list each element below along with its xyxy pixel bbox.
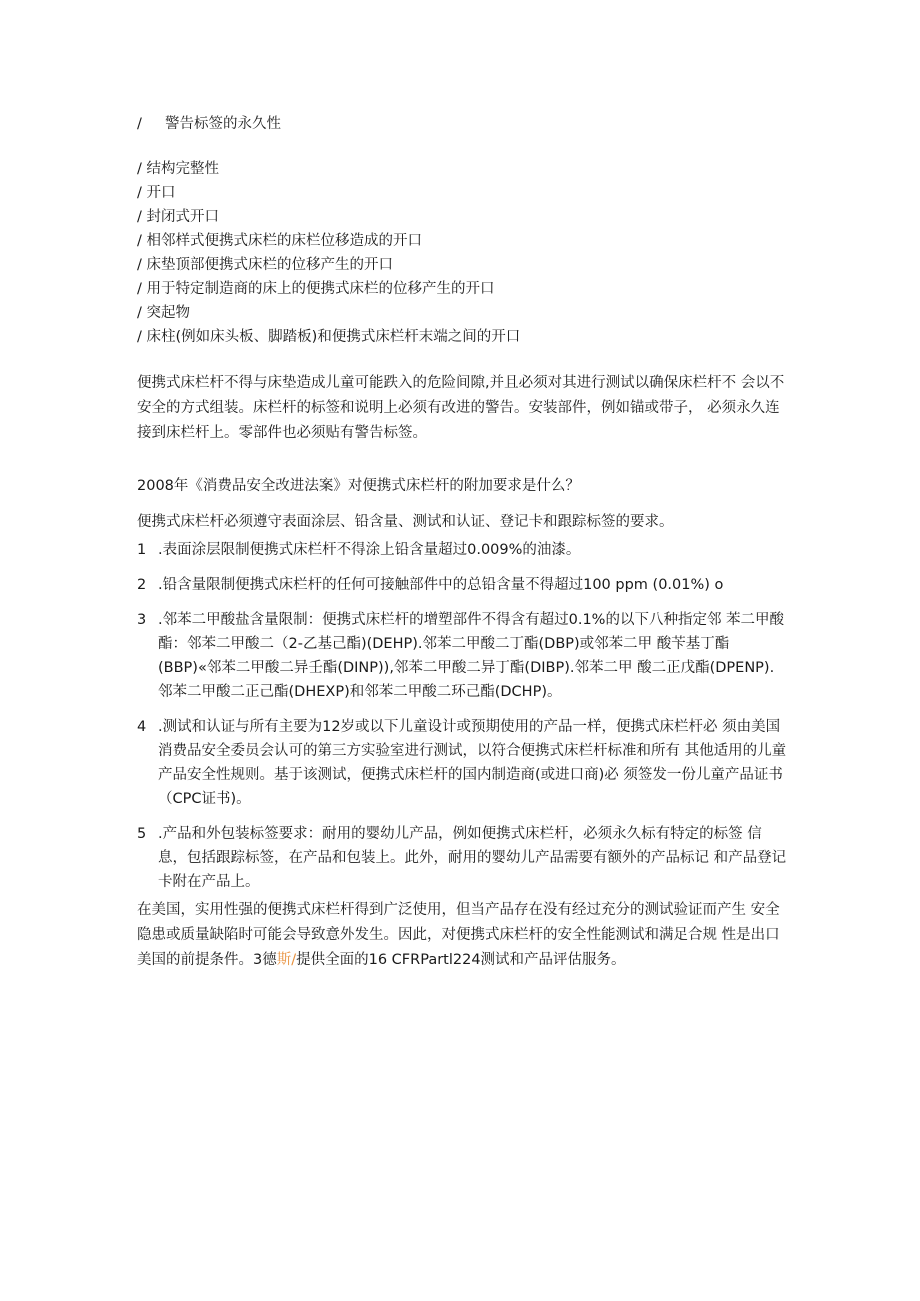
list-marker: /: [137, 209, 142, 225]
numbered-item: [137, 538, 787, 562]
item-number: 3: [137, 612, 147, 628]
list-marker: /: [137, 161, 142, 177]
list-marker: /: [137, 185, 142, 201]
item-text: .产品和外包装标签要求：耐用的婴幼儿产品，例如便携式床栏杆，必须永久标有特定的标签 信息，包括跟踪标签，在产品和包装上。此外，耐用的婴幼儿产品需要有额外的产品标记 和产品登记卡附在产品上。: [158, 826, 787, 890]
list-marker: /: [137, 305, 142, 321]
list-item-label: 床垫顶部便携式床栏的位移产生的开口: [146, 257, 393, 273]
list-marker: /: [137, 116, 142, 132]
list-item: [137, 205, 520, 229]
numbered-item: [137, 573, 787, 597]
list-item: [137, 157, 520, 181]
list-item-label: 警告标签的永久性: [165, 116, 281, 132]
requirements-list: [137, 157, 520, 349]
list-item-label: 封闭式开口: [146, 209, 219, 225]
list-item: [137, 301, 520, 325]
item-text: .邻苯二甲酸盐含量限制：便携式床栏杆的增塑部件不得含有超过0.1%的以下八种指定邻 苯二甲酸酯：邻苯二甲酸二（2-乙基己酯)(DEHP).邻苯二甲酸二丁酯(DBP)或邻苯二甲 酸苄基丁酯(BBP)«邻苯二甲酸二异壬酯(DINP)),邻苯二甲酸二异丁酯(DIBP).邻苯二甲 酸二正戊酯(DPENP).邻苯二甲酸二正己酯(DHEXP)和邻苯二甲酸二环己酯(DCHP)。: [158, 612, 785, 700]
intro-paragraph: 便携式床栏杆必须遵守表面涂层、铅含量、测试和认证、登记卡和跟踪标签的要求。: [137, 514, 674, 530]
closing-text: 在美国，实用性强的便携式床栏杆得到广泛使用，但当产品存在没有经过充分的测试验证而产生 安全隐患或质量缺陷时可能会导致意外发生。因此，对便携式床栏杆的安全性能测试和满足合规 性是出口美国的前提条件。3德: [137, 902, 780, 968]
list-item-warning-label: [137, 112, 281, 136]
list-item: [137, 277, 520, 301]
highlighted-text: 斯/: [276, 952, 297, 968]
list-item-label: 用于特定制造商的床上的便携式床栏的位移产生的开口: [146, 281, 495, 297]
numbered-item: [137, 715, 787, 811]
list-marker: /: [137, 329, 142, 345]
list-item-label: 相邻样式便携式床栏的床栏位移造成的开口: [146, 233, 422, 249]
numbered-item: [137, 822, 787, 894]
list-marker: /: [137, 281, 142, 297]
numbered-item: [137, 608, 787, 704]
list-marker: /: [137, 233, 142, 249]
list-item-label: 突起物: [146, 305, 190, 321]
list-item-label: 床柱(例如床头板、脚踏板)和便携式床栏杆末端之间的开口: [146, 329, 521, 345]
item-text: .测试和认证与所有主要为12岁或以下儿童设计或预期使用的产品一样，便携式床栏杆必 须由美国消费品安全委员会认可的第三方实验室进行测试，以符合便携式床栏杆标准和所有 其他适用的儿童产品安全性规则。基于该测试，便携式床栏杆的国内制造商(或进口商)必 须签发一份儿童产品证书（CPC证书)。: [158, 719, 787, 807]
closing-paragraph: [137, 898, 787, 973]
item-number: 2: [137, 577, 147, 593]
list-item: [137, 253, 520, 277]
list-item-label: 开口: [146, 185, 176, 201]
paragraph-rail-requirements: 便携式床栏杆不得与床垫造成儿童可能跌入的危险间隙,并且必须对其进行测试以确保床栏杆不 会以不安全的方式组装。床栏杆的标签和说明上必须有改进的警告。安装部件，例如锚或带子， 必须永久连接到床栏杆上。零部件也必须贴有警告标签。: [137, 375, 785, 441]
item-number: 5: [137, 826, 147, 842]
numbered-requirements-list: [137, 538, 787, 905]
list-item: [137, 325, 520, 349]
item-number: 1: [137, 542, 147, 558]
item-text: .表面涂层限制便携式床栏杆不得涂上铅含量超过0.009%的油漆。: [158, 542, 581, 558]
list-item: [137, 181, 520, 205]
item-number: 4: [137, 719, 147, 735]
item-text: .铅含量限制便携式床栏杆的任何可接触部件中的总铅含量不得超过100 ppm (0.01%) o: [158, 577, 724, 593]
list-item: [137, 229, 520, 253]
list-item-label: 结构完整性: [146, 161, 219, 177]
list-marker: /: [137, 257, 142, 273]
section-question: 2008年《消费品安全改进法案》对便携式床栏杆的附加要求是什么？: [137, 478, 580, 494]
closing-text-end: 提供全面的16 CFRPartl224测试和产品评估服务。: [296, 952, 626, 968]
